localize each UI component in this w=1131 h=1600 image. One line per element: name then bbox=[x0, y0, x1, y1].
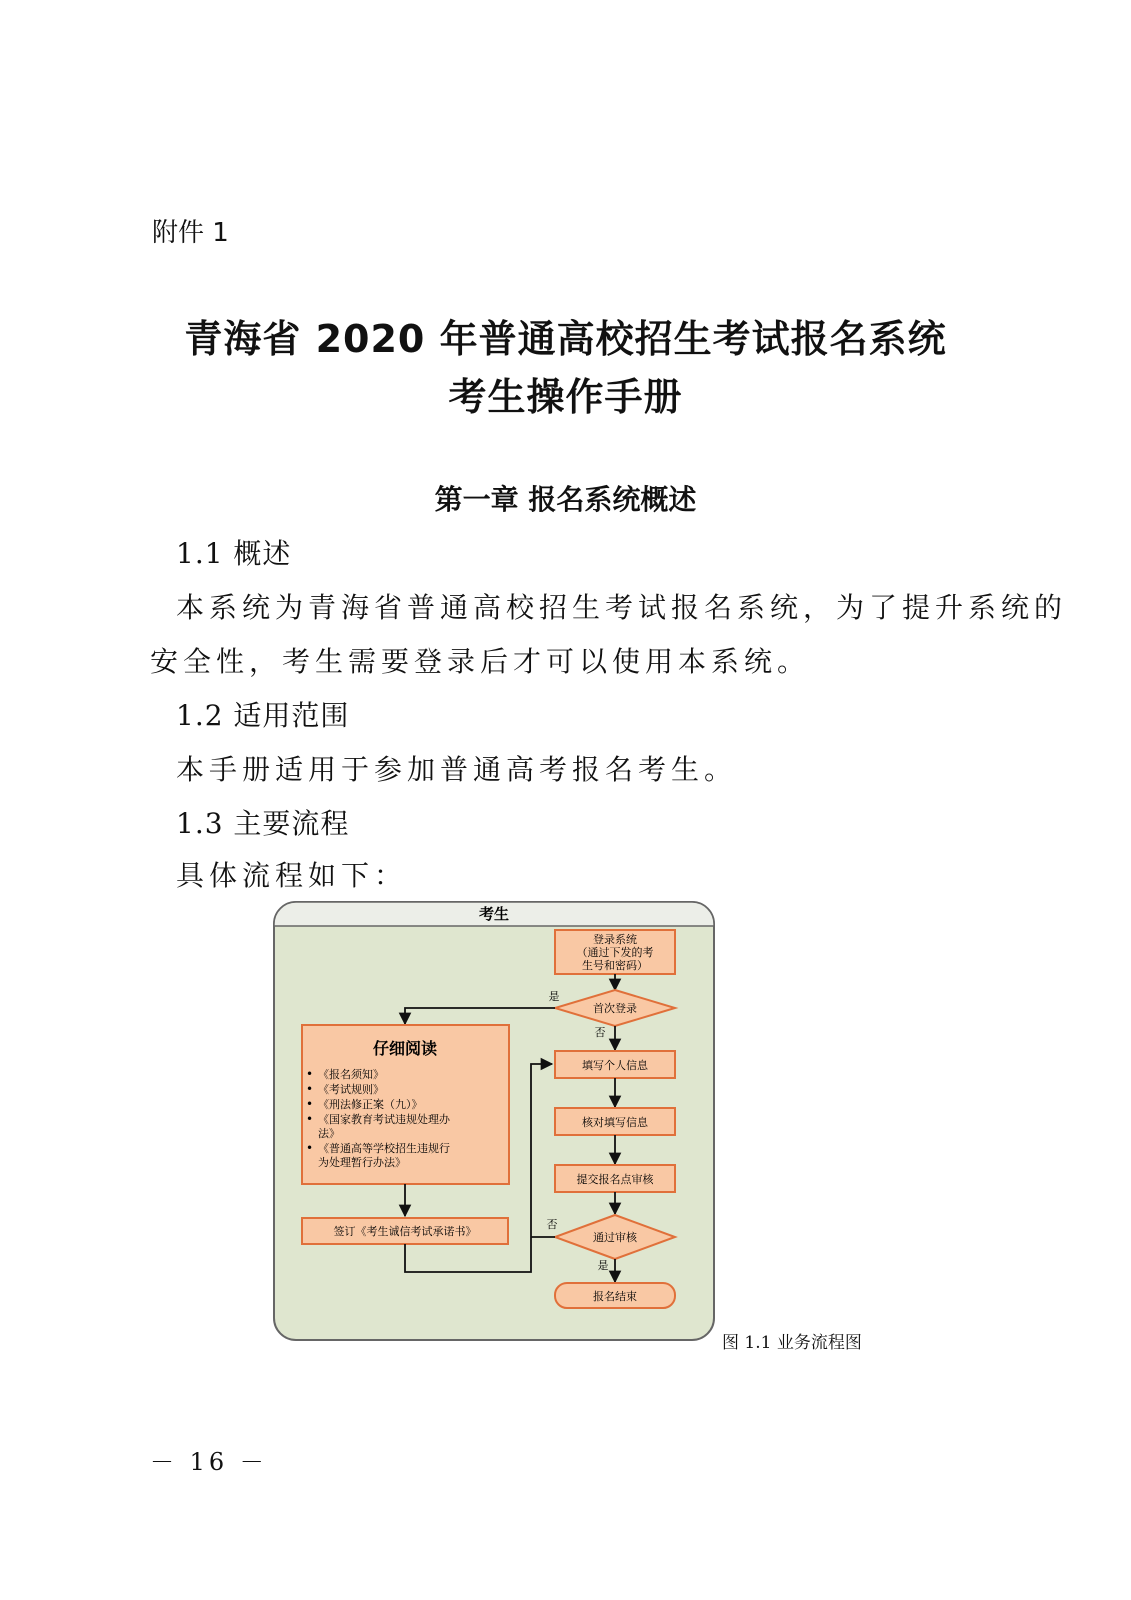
read-bullet: • bbox=[306, 1112, 314, 1126]
read-item: 《国家教育考试违规处理办 bbox=[318, 1113, 450, 1126]
read-item: 《刑法修正案（九）》 bbox=[318, 1098, 423, 1111]
section-1-2-line-1: 本手册适用于参加普通高考报名考生。 bbox=[176, 753, 738, 786]
no-label-2: 否 bbox=[546, 1218, 558, 1231]
fill-info-label: 填写个人信息 bbox=[582, 1059, 648, 1072]
pass-review-label: 通过审核 bbox=[593, 1231, 637, 1244]
read-item: 《考试规则》 bbox=[318, 1083, 384, 1096]
read-item: 为处理暂行办法》 bbox=[318, 1156, 406, 1169]
yes-label-2: 是 bbox=[597, 1259, 609, 1272]
read-bullet: • bbox=[306, 1067, 314, 1081]
login-line-2: （通过下发的考 bbox=[576, 946, 654, 959]
section-heading-1-3: 1.3 主要流程 bbox=[176, 807, 350, 840]
check-info-label: 核对填写信息 bbox=[582, 1116, 648, 1129]
document-subtitle: 考生操作手册 bbox=[448, 375, 683, 419]
attachment-label: 附件 1 bbox=[152, 218, 229, 248]
section-heading-1-2: 1.2 适用范围 bbox=[176, 699, 350, 732]
section-heading-1-1: 1.1 概述 bbox=[176, 537, 292, 570]
lane-title: 考生 bbox=[478, 905, 510, 923]
section-1-1-line-1: 本系统为青海省普通高校招生考试报名系统，为了提升系统的 bbox=[176, 591, 1068, 624]
read-item: 《报名须知》 bbox=[318, 1068, 384, 1081]
chapter-title: 第一章 报名系统概述 bbox=[434, 483, 697, 516]
read-bullet: • bbox=[306, 1097, 314, 1111]
business-flowchart bbox=[270, 898, 720, 1346]
login-line-1: 登录系统 bbox=[593, 933, 637, 946]
read-title: 仔细阅读 bbox=[372, 1039, 438, 1058]
document-title: 青海省 2020 年普通高校招生考试报名系统 bbox=[184, 317, 947, 361]
read-bullet: • bbox=[306, 1141, 314, 1155]
login-line-3: 生号和密码） bbox=[582, 959, 648, 972]
section-1-1-line-2: 安全性，考生需要登录后才可以使用本系统。 bbox=[150, 645, 811, 678]
first-login-label: 首次登录 bbox=[593, 1002, 637, 1015]
submit-label: 提交报名点审核 bbox=[576, 1173, 654, 1186]
end-label: 报名结束 bbox=[593, 1290, 637, 1303]
read-item: 法》 bbox=[318, 1127, 340, 1140]
sign-label: 签订《考生诚信考试承诺书》 bbox=[333, 1225, 477, 1238]
page-number: － 16 － bbox=[150, 1448, 268, 1476]
read-item: 《普通高等学校招生违规行 bbox=[318, 1142, 450, 1155]
figure-caption: 图 1.1 业务流程图 bbox=[722, 1333, 862, 1353]
no-label-1: 否 bbox=[594, 1026, 606, 1039]
section-1-3-line-1: 具体流程如下： bbox=[176, 859, 408, 892]
yes-label-1: 是 bbox=[548, 990, 560, 1003]
read-bullet: • bbox=[306, 1082, 314, 1096]
